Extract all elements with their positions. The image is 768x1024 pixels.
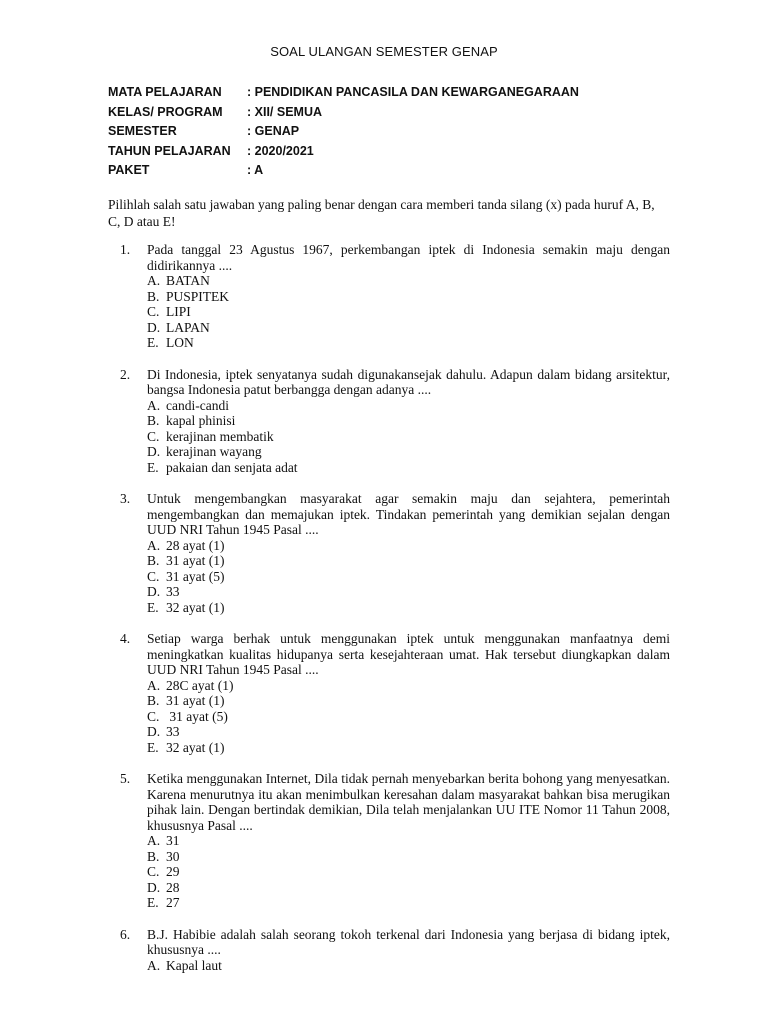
option-text: 31 [166,833,180,848]
option-letter: A. [147,677,161,693]
question-number: 3. [120,491,131,506]
option-letter: B. [147,288,160,304]
option-text: PUSPITEK [166,288,230,304]
option-letter: A. [147,273,161,288]
option-text: kerajinan wayang [166,444,262,459]
meta-row-subject [108,83,579,103]
meta-value: : A [247,163,264,177]
answer-option [147,320,670,336]
question-header [120,491,670,538]
question-number: 6. [120,926,131,942]
option-letter: C. [147,304,160,319]
option-text: LON [166,335,194,350]
exam-meta-table [108,83,579,181]
question-item [120,771,670,911]
option-letter: C. [147,864,160,879]
question-number: 1. [120,242,131,257]
answer-option [147,538,670,554]
meta-value: : GENAP [247,124,300,138]
option-letter: A. [147,397,161,413]
option-letter: C. [147,708,160,724]
question-text: Ketika menggunakan Internet, Dila tidak pernah menyebarkan berita bohong yang menyesatkan. Karena menurutnya itu akan menimbulkan keresahan dalam masyarakat bahkan bisa merugikan pihak lain. Dengan bertindak demikian, Dila telah menjalankan UU ITE Nomor 11 Tahun 2008, khususnya Pasal .... [147,771,670,833]
option-letter: E. [147,739,159,755]
answer-option [147,724,670,740]
answer-options [147,538,670,616]
option-letter: D. [147,724,161,739]
question-item [120,491,670,615]
answer-option [147,335,670,351]
option-text: 28 [166,879,180,895]
option-letter: D. [147,584,161,599]
meta-label: MATA PELAJARAN [108,85,222,99]
option-text: LAPAN [166,319,210,335]
option-text: 31 ayat (5) [166,708,228,724]
answer-option [147,740,670,756]
option-letter: B. [147,693,160,708]
question-item [120,927,670,974]
option-text: 33 [166,584,180,599]
answer-option [147,958,670,974]
option-text: pakaian dan senjata adat [166,459,298,475]
option-text: 29 [166,864,180,879]
option-letter: C. [147,568,160,584]
question-item [120,242,670,351]
option-text: BATAN [166,273,210,288]
option-letter: E. [147,599,159,615]
question-header [120,927,670,958]
answer-option [147,895,670,911]
option-text: LIPI [166,304,191,319]
option-letter: E. [147,335,159,350]
answer-options [147,833,670,911]
option-letter: A. [147,957,161,973]
question-item [120,367,670,476]
answer-option [147,304,670,320]
option-letter: A. [147,537,161,553]
meta-label: TAHUN PELAJARAN [108,143,231,158]
option-letter: D. [147,319,161,335]
answer-options [147,958,670,974]
question-text: Setiap warga berhak untuk menggunakan iptek untuk menggunakan manfaatnya demi meningkatkan kualitas hidupanya serta kesejahteraan umat. Hak tersebut diungkapkan dalam UUD NRI Tahun 1945 Pasal .... [147,631,670,677]
answer-option [147,849,670,865]
question-text: Untuk mengembangkan masyarakat agar semakin maju dan sejahtera, pemerintah mengembangkan dan memajukan iptek. Tindakan pemerintah yang demikian sejalan dengan UUD NRI Tahun 1945 Pasal .... [147,491,670,537]
meta-label: KELAS/ PROGRAM [108,104,223,119]
question-header [120,631,670,678]
question-number: 5. [120,771,131,786]
option-text: 31 ayat (1) [166,693,225,708]
answer-option [147,833,670,849]
answer-option [147,600,670,616]
question-text: Di Indonesia, iptek senyatanya sudah digunakansejak dahulu. Adapun dalam bidang arsitektur, bangsa Indonesia patut berbangga dengan adanya .... [147,366,670,397]
question-header [120,242,670,273]
meta-row-package [108,161,579,181]
answer-option [147,289,670,305]
option-letter: B. [147,848,160,864]
answer-option [147,429,670,445]
option-letter: D. [147,879,161,895]
meta-label: SEMESTER [108,124,177,138]
option-text: 28C ayat (1) [166,677,234,693]
question-text: Pada tanggal 23 Agustus 1967, perkembangan iptek di Indonesia semakin maju dengan didirikannya .... [147,242,670,273]
question-header [120,367,670,398]
answer-option [147,273,670,289]
meta-row-school-year [108,142,579,162]
question-number: 4. [120,631,131,646]
answer-option [147,678,670,694]
answer-option [147,398,670,414]
instruction-text: Pilihlah salah satu jawaban yang paling benar dengan cara memberi tanda silang (x) pada huruf A, B, C, D atau E! [108,197,655,229]
option-letter: A. [147,833,161,848]
question-text: B.J. Habibie adalah salah seorang tokoh terkenal dari Indonesia yang berjasa di bidang iptek, khususnya .... [147,926,670,957]
answer-options [147,678,670,756]
answer-option [147,569,670,585]
question-header [120,771,670,833]
option-text: 31 ayat (5) [166,568,225,584]
answer-option [147,444,670,460]
meta-value: : XII/ SEMUA [247,104,323,119]
option-letter: E. [147,895,159,910]
meta-value: : 2020/2021 [247,143,314,158]
option-letter: B. [147,553,160,568]
option-text: 32 ayat (1) [166,739,225,755]
meta-value: : PENDIDIKAN PANCASILA DAN KEWARGANEGARAAN [247,85,579,99]
answer-option [147,553,670,569]
answer-option [147,413,670,429]
answer-option [147,880,670,896]
meta-label: PAKET [108,163,150,177]
answer-option [147,693,670,709]
answer-options [147,398,670,476]
option-text: 33 [166,724,180,739]
option-text: candi-candi [166,397,229,413]
question-list [120,242,670,989]
option-text: 31 ayat (1) [166,553,225,568]
question-number: 2. [120,366,131,382]
option-letter: C. [147,428,160,444]
meta-row-class [108,103,579,123]
answer-option [147,584,670,600]
option-text: 30 [166,848,180,864]
meta-row-semester [108,122,579,142]
option-text: 28 ayat (1) [166,537,225,553]
question-item [120,631,670,755]
option-text: 27 [166,895,180,910]
option-text: Kapal laut [166,957,222,973]
document-title: SOAL ULANGAN SEMESTER GENAP [270,44,498,59]
answer-option [147,460,670,476]
option-text: kapal phinisi [166,413,236,428]
answer-option [147,709,670,725]
option-text: 32 ayat (1) [166,599,225,615]
option-letter: E. [147,459,159,475]
option-letter: B. [147,413,160,428]
answer-options [147,273,670,351]
option-text: kerajinan membatik [166,428,274,444]
answer-option [147,864,670,880]
option-letter: D. [147,444,161,459]
